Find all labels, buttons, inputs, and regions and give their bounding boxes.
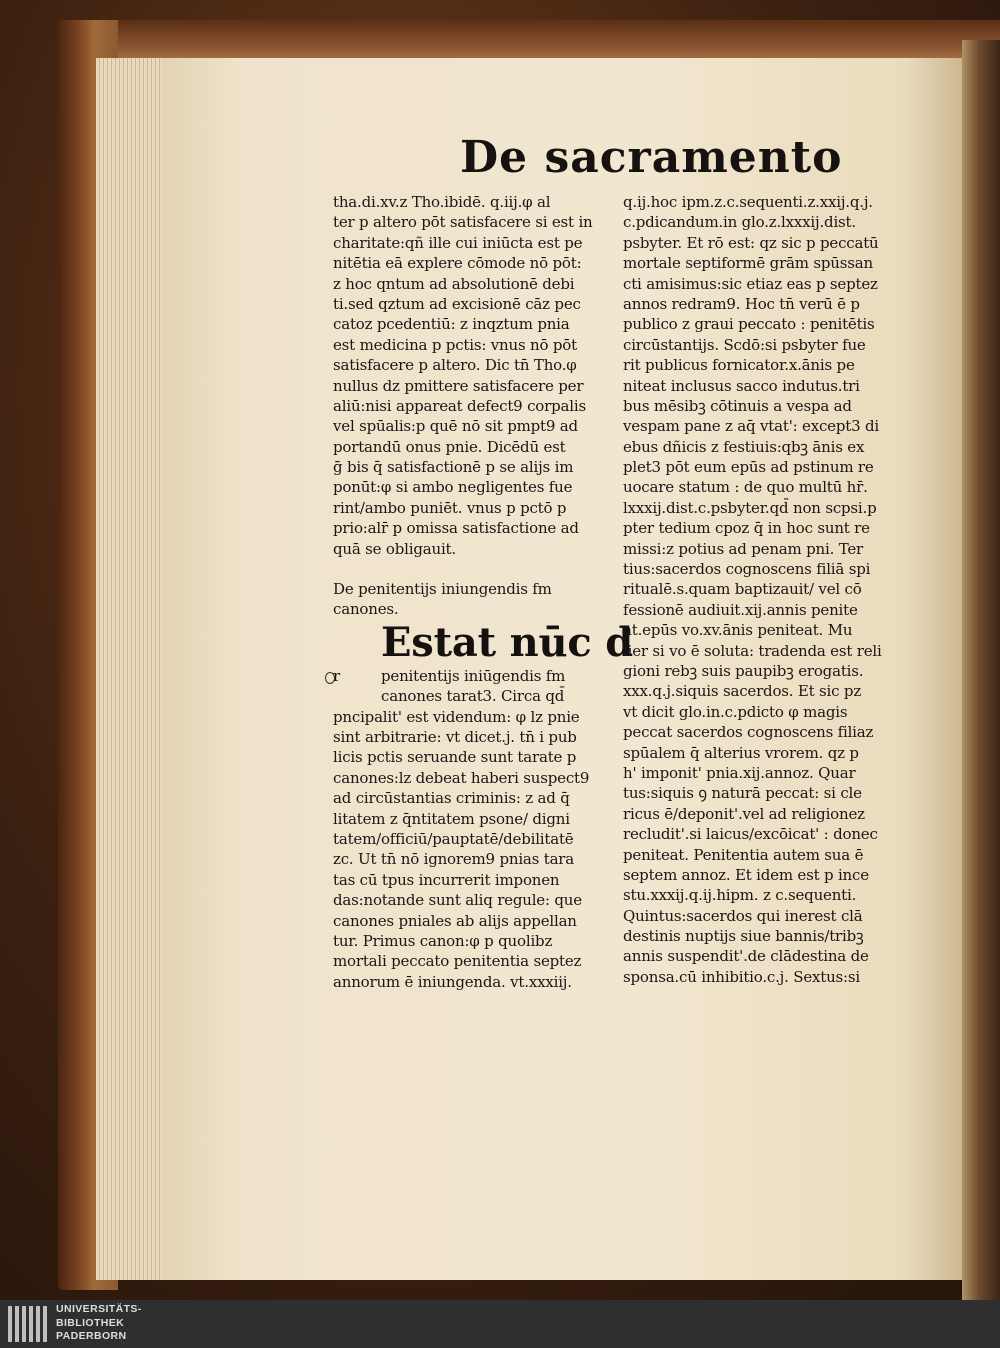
text-line: canones pniales ab alijs appellan [333,911,577,930]
subheading-line: De penitentijs iniungendis fm [333,580,552,599]
text-line: zc. Ut tn̄ nō ignorem9 pnias tara [333,850,575,869]
text-line: vespam pane z aq̄ vtat': except3 di [623,417,879,436]
text-line: lxxxij.dist.c.psbyter.qd̄ non scpsi.p [623,498,877,517]
right-column [623,192,911,987]
text-line: rint/ambo puniēt. vnus p pctō p [333,498,567,517]
text-line: z hoc qntum ad absolutionē debi [333,274,575,293]
text-line: ponūt:φ si ambo negligentes fue [333,478,573,497]
text-line: annos redram9. Hoc tn̄ verū ē p [623,294,860,313]
logo-line: PADERBORN [56,1330,127,1342]
page-heading: De sacramento [460,132,843,183]
text-line: annorum ē iniungenda. vt.xxxiij. [333,972,572,991]
text-line: mortali peccato penitentia septez [333,952,582,971]
text-line: psbyter. Et rō est: qz sic p peccatū [623,233,879,252]
text-line: pncipalit' est videndum: φ lz pnie [333,707,580,726]
left-paragraph-2 [333,666,618,992]
text-line: bus mēsibꝫ cōtinuis a vespa ad [623,396,852,415]
library-footer [0,1300,1000,1348]
library-logo-text [56,1303,142,1344]
text-line: licis pctis seruande sunt tarate p [333,748,577,767]
text-line: prio:alr̄ p omissa satisfactione ad [333,519,579,538]
text-line: ḡ bis q̄ satisfactionē p se alijs im [333,458,574,477]
text-line: rit publicus fornicator.x.ānis pe [623,356,855,375]
text-line: sponsa.cū inhibitio.c.j. Sextus:si [623,967,861,986]
text-line: Quintus:sacerdos qui inerest clā [623,906,863,925]
text-line: canones:lz debeat haberi suspect9 [333,768,590,787]
text-line: ritualē.s.quam baptizauit/ vel cō [623,580,862,599]
text-line: portandū onus pnie. Dicēdū est [333,437,566,456]
text-line: recludit'.si laicus/excōicat' : donec [623,825,878,844]
text-line: destinis nuptijs siue bannis/tribꝫ [623,927,864,946]
text-line: charitate:qñ ille cui iniūcta est pe [333,233,583,252]
text-line: vt dicit glo.in.c.pdicto φ magis [623,702,848,721]
section-subheading [333,579,618,620]
text-line: h' imponit' pnia.xij.annoz. Quar [623,763,856,782]
text-line: q.ij.hoc ipm.z.c.sequenti.z.xxij.q.j. [623,193,873,211]
initial-line: Estat nūc d [381,618,634,666]
left-paragraph-1 [333,192,618,559]
text-line: tur. Primus canon:φ p quolibz [333,931,553,950]
text-line: xxx.q.j.siquis sacerdos. Et sic pz [623,682,862,701]
text-line: at.epūs vo.xv.ānis peniteat. Mu [623,621,853,640]
text-line: catoz pcedentiū: z inqztum pnia [333,315,570,334]
text-line: tas cū tpus incurrerit imponen [333,870,560,889]
text-line: spūalem q̄ alterius vrorem. qz p [623,743,859,762]
text-line: gioni rebꝫ suis paupibꝫ erogatis. [623,661,864,680]
subheading-line: canones. [333,600,399,619]
text-line: tatem/officiū/pauptatē/debilitatē [333,829,574,848]
text-line: uocare statum : de quo multū hr̄. [623,478,868,497]
text-line: nitētia eā explere cōmode nō pōt: [333,254,582,273]
text-line: aliū:nisi appareat defect9 corpalis [333,396,586,415]
text-line: septem annoz. Et idem est p ince [623,865,869,884]
text-line: ad circūstantias criminis: z ad q̄ [333,789,570,808]
text-line: fessionē audiuit.xij.annis penite [623,600,858,619]
text-line: niteat inclusus sacco indutus.tri [623,376,860,395]
text-line: sint arbitrarie: vt dicet.j. tn̄ i pub [333,727,577,746]
text-line: canones tarat3. Circa qd̄ [381,687,565,706]
text-line: annis suspendit'.de clādestina de [623,947,869,966]
text-line: tus:siquis ꝯ naturā peccat: si cle [623,784,862,803]
book-gutter [962,40,1000,1300]
text-line: c.pdicandum.in glo.z.lxxxij.dist. [623,213,856,232]
text-line: circūstantijs. Scdō:si psbyter fue [623,335,866,354]
text-line: tha.di.xv.z Tho.ibidē. q.iij.φ al [333,193,551,211]
text-line: peniteat. Penitentia autem sua ē [623,845,864,864]
text-line: ricus ē/deponit'.vel ad religionez [623,804,865,823]
text-line: cti amisimus:sic etiaz eas p septez [623,274,878,293]
text-line: est medicina p pctis: vnus nō pōt [333,335,577,354]
text-line-content: penitentijs iniūgendis fm [381,666,566,685]
page-edges [96,58,166,1280]
logo-line: UNIVERSITÄTS- [56,1303,142,1315]
text-line: satisfacere p altero. Dic tn̄ Tho.φ [333,356,577,375]
left-column [333,192,634,992]
text-line: ti.sed qztum ad excisionē cāz pec [333,294,581,313]
text-line: vel spūalis:p quē nō sit pmpt9 ad [333,417,578,436]
text-line [333,666,618,686]
text-line: quā se obligauit. [333,539,456,558]
logo-line: BIBLIOTHEK [56,1316,125,1329]
text-line: ebus dñicis z festiuis:qbꝫ ānis ex [623,437,865,456]
text-line: ter p altero pōt satisfacere si est in [333,213,593,232]
text-line: mortale septiformē grām spūssan [623,254,873,273]
text-line: stu.xxxij.q.ij.hipm. z c.sequenti. [623,886,857,905]
text-line: plet3 pōt eum epūs ad pstinum re [623,458,874,477]
text-line: pter tedium cpoz q̄ in hoc sunt re [623,519,870,538]
text-line: peccat sacerdos cognoscens filiaz [623,723,874,742]
text-line: litatem z q̄ntitatem psone/ digni [333,809,570,828]
text-line: das:notande sunt aliq regule: que [333,891,582,910]
initial-letter: r [333,666,340,685]
text-line: missi:z potius ad penam pni. Ter [623,539,863,558]
text-line: tius:sacerdos cognoscens filiā spi [623,560,871,579]
text-line: nullus dz pmittere satisfacere per [333,376,584,395]
text-line: lier si vo ē soluta: tradenda est reli [623,641,882,660]
text-line: publico z graui peccato : penitētis [623,315,875,334]
